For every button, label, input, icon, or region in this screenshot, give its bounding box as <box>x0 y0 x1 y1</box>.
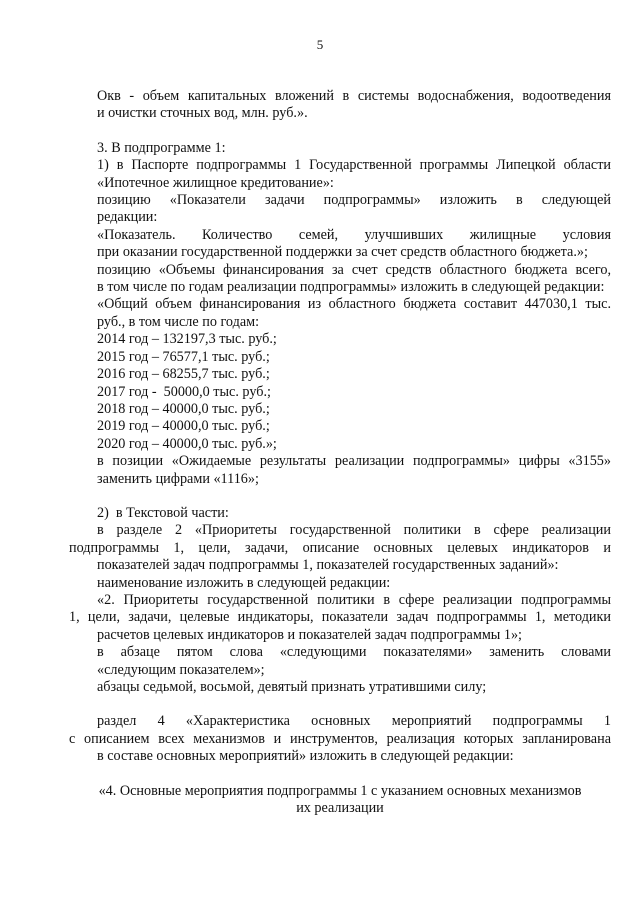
pos1-line-2: редакции: <box>97 209 158 226</box>
razdel4-line-3: в составе основных мероприятий» изложить в следующей редакции: <box>97 748 514 765</box>
quote3-line-1: «2. Приоритеты государственной политики в сфере реализации подпрограммы <box>97 591 611 608</box>
year-line-2014: 2014 год – 132197,3 тыс. руб.; <box>97 331 277 348</box>
abzac-five-paragraph <box>69 644 611 679</box>
section-4-paragraph <box>69 713 611 765</box>
razdel4-line-2: с описанием всех механизмов и инструментов, реализация которых запланирована <box>69 730 611 747</box>
quote-priorities <box>69 592 611 644</box>
quote2-line-1: «Общий объем финансирования из областного бюджета составит 447030,1 тыс. <box>97 296 611 313</box>
year-line-2016: 2016 год – 68255,7 тыс. руб.; <box>97 366 270 383</box>
year-line-2015: 2015 год – 76577,1 тыс. руб.; <box>97 348 270 365</box>
position-indicators <box>69 192 611 227</box>
quote1-line-2: при оказании государственной поддержки за счет средств областного бюджета.»; <box>97 244 588 261</box>
quote3-line-3: расчетов целевых индикаторов и показателей задач подпрограммы 1»; <box>97 626 522 643</box>
razdel2-line-3: показателей задач подпрограммы 1, показателей государственных заданий»: <box>97 557 559 574</box>
document-body <box>69 88 611 817</box>
year-line-2018: 2018 год – 40000,0 тыс. руб.; <box>97 400 270 417</box>
okv-line-1: Окв - объем капитальных вложений в системы водоснабжения, водоотведения <box>97 88 611 104</box>
razdel4-line-1: раздел 4 «Характеристика основных мероприятий подпрограммы 1 <box>97 713 611 730</box>
heading4-line-1: «4. Основные мероприятия подпрограммы 1 с указанием основных механизмов <box>98 782 582 799</box>
item-1-line-2: «Ипотечное жилищное кредитование»: <box>97 174 334 191</box>
spacer <box>69 696 611 713</box>
heading4-line-2: их реализации <box>296 800 384 817</box>
section-3-heading: 3. В подпрограмме 1: <box>97 139 226 156</box>
pos2-line-1: позицию «Объемы финансирования за счет средств областного бюджета всего, <box>97 261 611 278</box>
position-financing <box>69 262 611 297</box>
years-list <box>69 331 611 453</box>
quote-total-financing <box>69 296 611 331</box>
year-line-2020: 2020 год – 40000,0 тыс. руб.»; <box>97 435 277 452</box>
quote3-line-2: 1, цели, задачи, целевые индикаторы, показатели задач подпрограммы 1, методики <box>69 609 611 626</box>
item-1-line-1: 1) в Паспорте подпрограммы 1 Государственной программы Липецкой области <box>97 157 611 174</box>
pos2-line-2: в том числе по годам реализации подпрограммы» изложить в следующей редакции: <box>97 279 605 296</box>
spacer <box>69 488 611 505</box>
razdel2-line-1: в разделе 2 «Приоритеты государственной политики в сфере реализации <box>97 522 611 539</box>
quote-indicator <box>69 227 611 262</box>
abzac5-line-1: в абзаце пятом слова «следующими показателями» заменить словами <box>97 644 611 661</box>
pos1-line-1: позицию «Показатели задачи подпрограммы» изложить в следующей <box>97 192 611 209</box>
year-line-2017: 2017 год - 50000,0 тыс. руб.; <box>97 383 271 400</box>
year-line-2019: 2019 год – 40000,0 тыс. руб.; <box>97 418 270 435</box>
abzac5-line-2: «следующим показателем»; <box>97 661 265 678</box>
pos3-line-1: в позиции «Ожидаемые результаты реализации подпрограммы» цифры «3155» <box>97 453 611 470</box>
quote1-line-1: «Показатель. Количество семей, улучшивших жилищные условия <box>97 226 611 243</box>
razdel2-line-2: подпрограммы 1, цели, задачи, описание основных целевых индикаторов и <box>69 539 611 556</box>
section-4-title <box>69 783 611 818</box>
abzacy-invalid-line: абзацы седьмой, восьмой, девятый признать утратившими силу; <box>97 679 487 695</box>
position-expected-results <box>69 453 611 488</box>
item-1-passport <box>69 157 611 192</box>
section-2-paragraph <box>69 522 611 574</box>
paragraph-okv <box>69 88 611 123</box>
page-number: 5 <box>316 37 324 52</box>
naimenovanie-line: наименование изложить в следующей редакции: <box>97 574 391 591</box>
spacer <box>69 123 611 140</box>
spacer <box>69 766 611 783</box>
okv-line-2: и очистки сточных вод, млн. руб.». <box>97 105 308 122</box>
pos3-line-2: заменить цифрами «1116»; <box>97 470 259 487</box>
quote2-line-2: руб., в том числе по годам: <box>97 313 260 330</box>
item-2-text-part: 2) в Текстовой части: <box>97 504 229 521</box>
